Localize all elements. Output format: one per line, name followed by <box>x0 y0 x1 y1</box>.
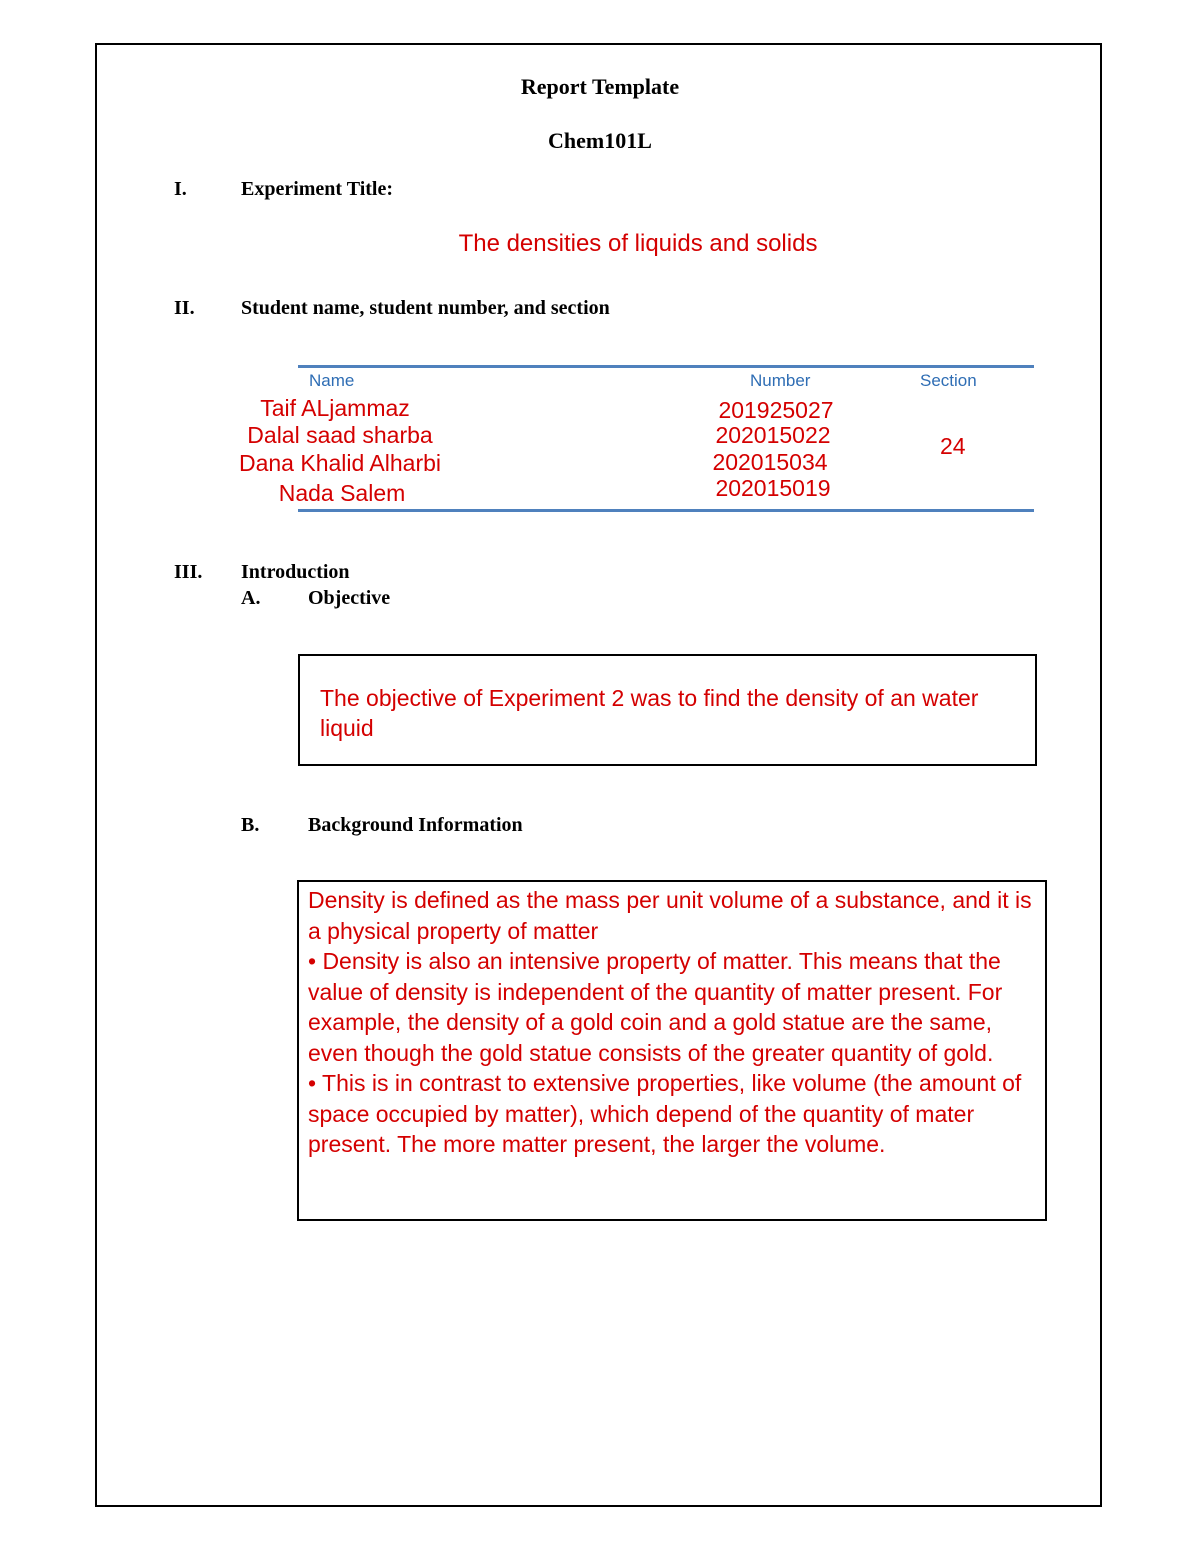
table-header-name: Name <box>309 371 355 390</box>
section-3-number: III. <box>174 561 203 583</box>
student-name: Nada Salem <box>278 480 406 506</box>
student-number: 202015034 <box>712 449 828 475</box>
subsection-b-label: Background Information <box>308 814 523 836</box>
section-2-label: Student name, student number, and section <box>241 297 610 319</box>
report-title: Report Template <box>520 74 680 99</box>
section-1-label: Experiment Title: <box>241 178 394 200</box>
student-number: 202015022 <box>715 422 831 448</box>
student-name: Taif ALjammaz <box>260 395 410 421</box>
subsection-a-label: Objective <box>308 587 391 609</box>
table-bottom-rule <box>298 509 1034 512</box>
experiment-title: The densities of liquids and solids <box>458 230 818 257</box>
course-code: Chem101L <box>548 128 652 153</box>
objective-text: The objective of Experiment 2 was to find the density of an water liquid <box>320 685 979 741</box>
student-name: Dalal saad sharba <box>247 422 433 448</box>
page-border <box>95 43 1102 1507</box>
subsection-a-letter: A. <box>241 587 261 609</box>
table-header-section: Section <box>920 371 977 390</box>
student-number: 202015019 <box>715 475 831 501</box>
student-name: Dana Khalid Alharbi <box>238 450 442 476</box>
background-text: Density is defined as the mass per unit volume of a substance, and it is a physical property of matter • Density is also an intensive property of matter. This means that the value of density is independent of the quantity of matter present. For example, the density of a gold coin and a gold statue are the same, even though the gold statue consists of the greater quantity of gold. • This is in contrast to extensive properties, like volume (the amount of space occupied by matter), which depend of the quantity of mater present. The more matter present, the larger the volume. <box>308 887 1032 1157</box>
objective-box <box>298 654 1037 766</box>
subsection-b-letter: B. <box>241 814 260 836</box>
student-section: 24 <box>940 433 966 459</box>
section-1-number: I. <box>174 178 187 200</box>
table-header-number: Number <box>750 371 811 390</box>
background-box <box>297 880 1047 1221</box>
table-top-rule <box>298 365 1034 368</box>
student-number: 201925027 <box>718 397 834 423</box>
section-3-label: Introduction <box>241 561 350 583</box>
section-2-number: II. <box>174 297 195 319</box>
